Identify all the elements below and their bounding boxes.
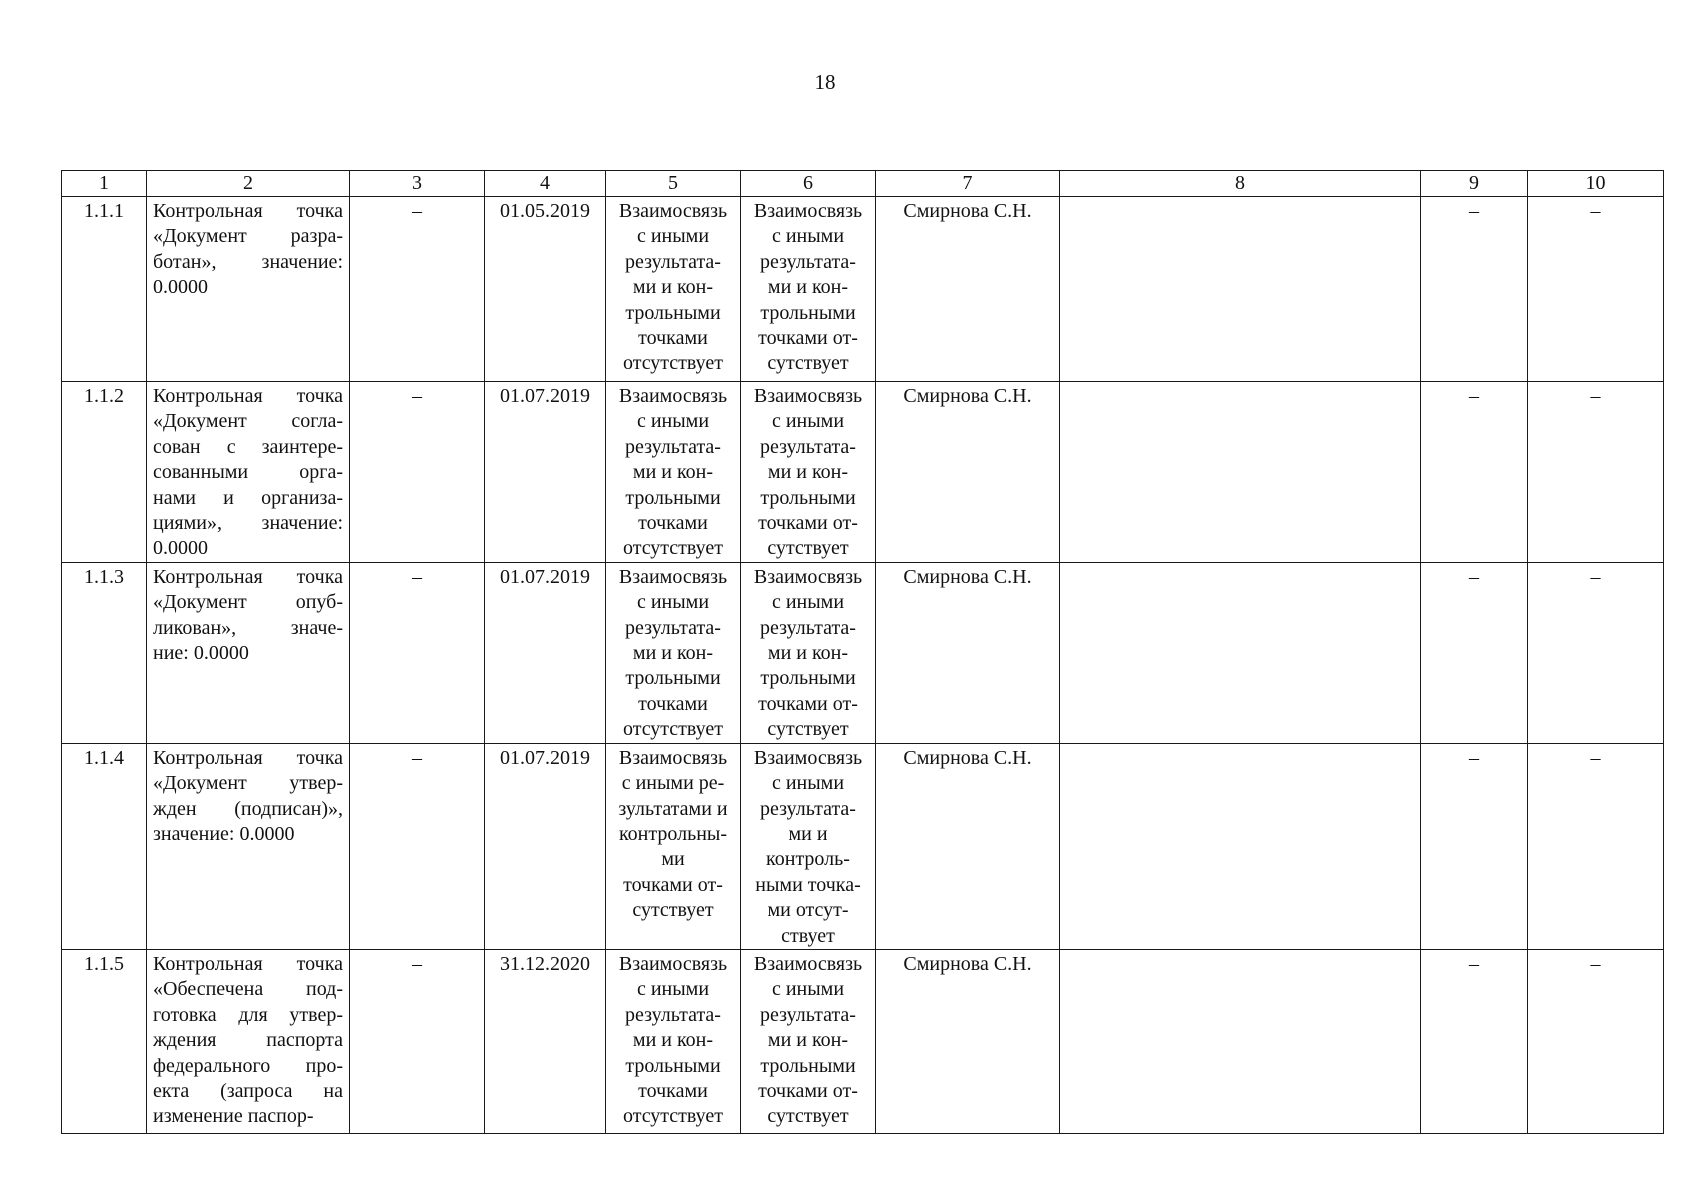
cell-line: ми и кон- — [632, 642, 714, 665]
cell-line: точками от- — [758, 327, 858, 350]
deadline-date — [485, 949, 606, 1133]
column-3-value — [350, 562, 485, 743]
cell-line: трольными — [625, 1054, 721, 1077]
cell-line: с иными — [636, 225, 710, 248]
cell-line: Взаимосвязь — [618, 200, 728, 222]
column-5-relation — [606, 562, 741, 743]
cell-line: точками от- — [758, 1079, 858, 1102]
cell-line: ми и — [788, 822, 828, 845]
cell-line: трольными — [760, 301, 856, 324]
cell-line: 0.0000 — [153, 537, 208, 560]
column-6-relation — [741, 949, 876, 1133]
cell-text: 01.07.2019 — [500, 565, 590, 588]
cell-line: Контрольная точка — [153, 385, 343, 407]
responsible-person — [876, 382, 1060, 563]
row-number — [62, 197, 147, 382]
column-header: 10 — [1528, 171, 1664, 197]
cell-line: готовка для утвер- — [153, 1003, 343, 1026]
column-8-value — [1060, 382, 1421, 563]
column-5-relation — [606, 382, 741, 563]
cell-line: Взаимосвязь — [753, 385, 863, 407]
cell-line: сутствует — [767, 352, 849, 375]
cell-text: – — [1590, 385, 1601, 407]
cell-line: жден (подписан)», — [153, 797, 343, 820]
cell-text: – — [1469, 385, 1479, 407]
cell-line: циями», значение: — [153, 512, 343, 535]
table-row — [62, 562, 1664, 743]
cell-line: ботан», значение: — [153, 250, 343, 273]
cell-line: ми отсут- — [767, 899, 849, 922]
cell-line: Контрольная точка — [153, 565, 343, 588]
cell-text: 1.1.1 — [84, 200, 124, 222]
cell-line: сутствует — [632, 899, 714, 922]
cell-line: «Документ утвер- — [153, 772, 343, 795]
cell-line: Контрольная точка — [153, 746, 343, 769]
control-point-name — [147, 743, 350, 949]
cell-line: трольными — [760, 1054, 856, 1077]
column-8-value — [1060, 562, 1421, 743]
cell-line: ние: 0.0000 — [153, 642, 249, 665]
cell-line: точками — [638, 512, 708, 535]
column-header: 5 — [606, 171, 741, 197]
cell-line: точками от- — [758, 512, 858, 535]
row-number — [62, 743, 147, 949]
column-number-row — [62, 171, 1664, 197]
cell-text: – — [412, 746, 422, 769]
cell-line: сутствует — [767, 537, 849, 560]
cell-line: Контрольная точка — [153, 200, 343, 222]
cell-line: 0.0000 — [153, 276, 208, 299]
row-number — [62, 562, 147, 743]
column-3-value — [350, 197, 485, 382]
column-header: 9 — [1421, 171, 1528, 197]
cell-line: Взаимосвязь — [753, 746, 863, 769]
cell-line: контрольны- — [618, 822, 728, 845]
cell-text: 1.1.2 — [84, 385, 124, 407]
column-header: 4 — [485, 171, 606, 197]
cell-line: екта (запроса на — [153, 1079, 343, 1102]
cell-line: точками — [638, 1079, 708, 1102]
cell-line: с иными — [771, 591, 845, 614]
cell-text: – — [1590, 200, 1601, 222]
cell-line: Взаимосвязь — [618, 385, 728, 407]
column-5-relation — [606, 949, 741, 1133]
cell-line: Взаимосвязь — [618, 746, 728, 769]
cell-line: «Документ согла- — [153, 410, 343, 433]
cell-line: результата- — [760, 250, 856, 273]
cell-line: результата- — [760, 616, 856, 639]
column-3-value — [350, 949, 485, 1133]
table-row — [62, 743, 1664, 949]
cell-line: с иными — [771, 978, 845, 1001]
cell-text: Смирнова С.Н. — [903, 385, 1032, 407]
cell-line: ждения паспорта — [153, 1029, 343, 1052]
column-9-value — [1421, 562, 1528, 743]
column-6-relation — [741, 562, 876, 743]
cell-text: Смирнова С.Н. — [903, 952, 1032, 975]
page-number: 18 — [814, 70, 836, 94]
cell-line: Взаимосвязь — [753, 200, 863, 222]
cell-line: результата- — [625, 435, 721, 458]
cell-line: точками — [638, 692, 708, 715]
cell-line: результата- — [760, 1003, 856, 1026]
cell-line: точками от- — [758, 692, 858, 715]
cell-text: Смирнова С.Н. — [903, 565, 1032, 588]
cell-text: – — [412, 385, 422, 407]
responsible-person — [876, 197, 1060, 382]
column-header: 3 — [350, 171, 485, 197]
cell-line: точками от- — [623, 873, 723, 896]
cell-text: – — [1469, 565, 1479, 588]
deadline-date — [485, 743, 606, 949]
cell-line: «Обеспечена под- — [153, 978, 343, 1001]
cell-line: ми и кон- — [767, 1029, 849, 1052]
responsible-person — [876, 743, 1060, 949]
cell-line: значение: 0.0000 — [153, 822, 295, 845]
cell-line: федерального про- — [153, 1054, 343, 1077]
cell-line: «Документ опуб- — [153, 591, 343, 614]
cell-text: 1.1.3 — [84, 565, 124, 588]
column-10-value — [1528, 743, 1664, 949]
column-header: 1 — [62, 171, 147, 197]
cell-line: результата- — [760, 797, 856, 820]
column-header: 7 — [876, 171, 1060, 197]
cell-line: с иными — [636, 410, 710, 433]
column-header: 2 — [147, 171, 350, 197]
column-10-value — [1528, 197, 1664, 382]
cell-line: ми и кон- — [632, 276, 714, 299]
cell-line: ми — [661, 848, 685, 871]
cell-line: ликован», значе- — [153, 616, 343, 639]
cell-line: трольными — [625, 667, 721, 690]
cell-text: 01.07.2019 — [500, 746, 590, 769]
cell-line: ствует — [781, 924, 835, 947]
column-6-relation — [741, 382, 876, 563]
column-9-value — [1421, 743, 1528, 949]
cell-text: 01.07.2019 — [500, 385, 590, 407]
table-row — [62, 382, 1664, 563]
column-8-value — [1060, 949, 1421, 1133]
column-3-value — [350, 743, 485, 949]
cell-line: трольными — [760, 486, 856, 509]
cell-text: – — [412, 565, 422, 588]
cell-text: 1.1.4 — [84, 746, 124, 769]
cell-text: – — [1590, 746, 1601, 769]
cell-line: отсутствует — [622, 718, 724, 741]
cell-line: «Документ разра- — [153, 225, 343, 248]
column-header: 6 — [741, 171, 876, 197]
table-row — [62, 197, 1664, 382]
column-8-value — [1060, 197, 1421, 382]
cell-line: контроль- — [766, 848, 850, 871]
cell-line: Взаимосвязь — [753, 952, 863, 975]
column-10-value — [1528, 949, 1664, 1133]
cell-line: отсутствует — [622, 537, 724, 560]
cell-line: с иными ре- — [621, 772, 725, 795]
cell-line: с иными — [636, 978, 710, 1001]
cell-line: результата- — [625, 1003, 721, 1026]
cell-line: трольными — [625, 486, 721, 509]
cell-line: результата- — [625, 616, 721, 639]
control-point-name — [147, 197, 350, 382]
cell-text: 01.05.2019 — [500, 200, 590, 222]
cell-text: – — [412, 200, 422, 222]
cell-text: 31.12.2020 — [500, 952, 590, 975]
cell-line: Взаимосвязь — [753, 565, 863, 588]
control-point-name — [147, 949, 350, 1133]
cell-line: ми и кон- — [767, 461, 849, 484]
cell-line: Взаимосвязь — [618, 565, 728, 588]
cell-line: ми и кон- — [767, 276, 849, 299]
cell-text: Смирнова С.Н. — [903, 746, 1032, 769]
cell-line: отсутствует — [622, 352, 724, 375]
cell-line: точками — [638, 327, 708, 350]
cell-text: 1.1.5 — [84, 952, 124, 975]
row-number — [62, 949, 147, 1133]
column-9-value — [1421, 382, 1528, 563]
cell-line: сутствует — [767, 1105, 849, 1128]
cell-text: – — [1590, 952, 1601, 975]
deadline-date — [485, 197, 606, 382]
column-6-relation — [741, 197, 876, 382]
column-10-value — [1528, 382, 1664, 563]
cell-line: с иными — [771, 772, 845, 795]
cell-line: Контрольная точка — [153, 952, 343, 975]
column-3-value — [350, 382, 485, 563]
cell-line: ными точка- — [755, 873, 861, 896]
deadline-date — [485, 562, 606, 743]
column-header: 8 — [1060, 171, 1421, 197]
cell-line: сутствует — [767, 718, 849, 741]
row-number — [62, 382, 147, 563]
cell-line: с иными — [636, 591, 710, 614]
cell-text: – — [1469, 200, 1479, 222]
column-8-value — [1060, 743, 1421, 949]
cell-line: результата- — [625, 250, 721, 273]
cell-text: – — [1469, 746, 1479, 769]
cell-line: ми и кон- — [632, 1029, 714, 1052]
column-6-relation — [741, 743, 876, 949]
responsible-person — [876, 949, 1060, 1133]
cell-line: изменение паспор- — [153, 1105, 314, 1128]
responsible-person — [876, 562, 1060, 743]
cell-text: – — [1590, 565, 1601, 588]
cell-text: – — [412, 952, 422, 975]
deadline-date — [485, 382, 606, 563]
control-point-name — [147, 562, 350, 743]
control-points-table — [61, 170, 1664, 1134]
column-10-value — [1528, 562, 1664, 743]
cell-text: Смирнова С.Н. — [903, 200, 1032, 222]
cell-line: зультатами и — [618, 797, 728, 820]
cell-line: результата- — [760, 435, 856, 458]
column-9-value — [1421, 949, 1528, 1133]
cell-line: с иными — [771, 410, 845, 433]
column-5-relation — [606, 743, 741, 949]
column-5-relation — [606, 197, 741, 382]
cell-text: – — [1469, 952, 1479, 975]
cell-line: сован с заинтере- — [153, 435, 343, 458]
cell-line: Взаимосвязь — [618, 952, 728, 975]
cell-line: трольными — [625, 301, 721, 324]
cell-line: трольными — [760, 667, 856, 690]
cell-line: с иными — [771, 225, 845, 248]
cell-line: ми и кон- — [632, 461, 714, 484]
cell-line: сованными орга- — [153, 461, 343, 484]
cell-line: ми и кон- — [767, 642, 849, 665]
table-row — [62, 949, 1664, 1133]
cell-line: нами и организа- — [153, 486, 343, 509]
control-point-name — [147, 382, 350, 563]
column-9-value — [1421, 197, 1528, 382]
cell-line: отсутствует — [622, 1105, 724, 1128]
